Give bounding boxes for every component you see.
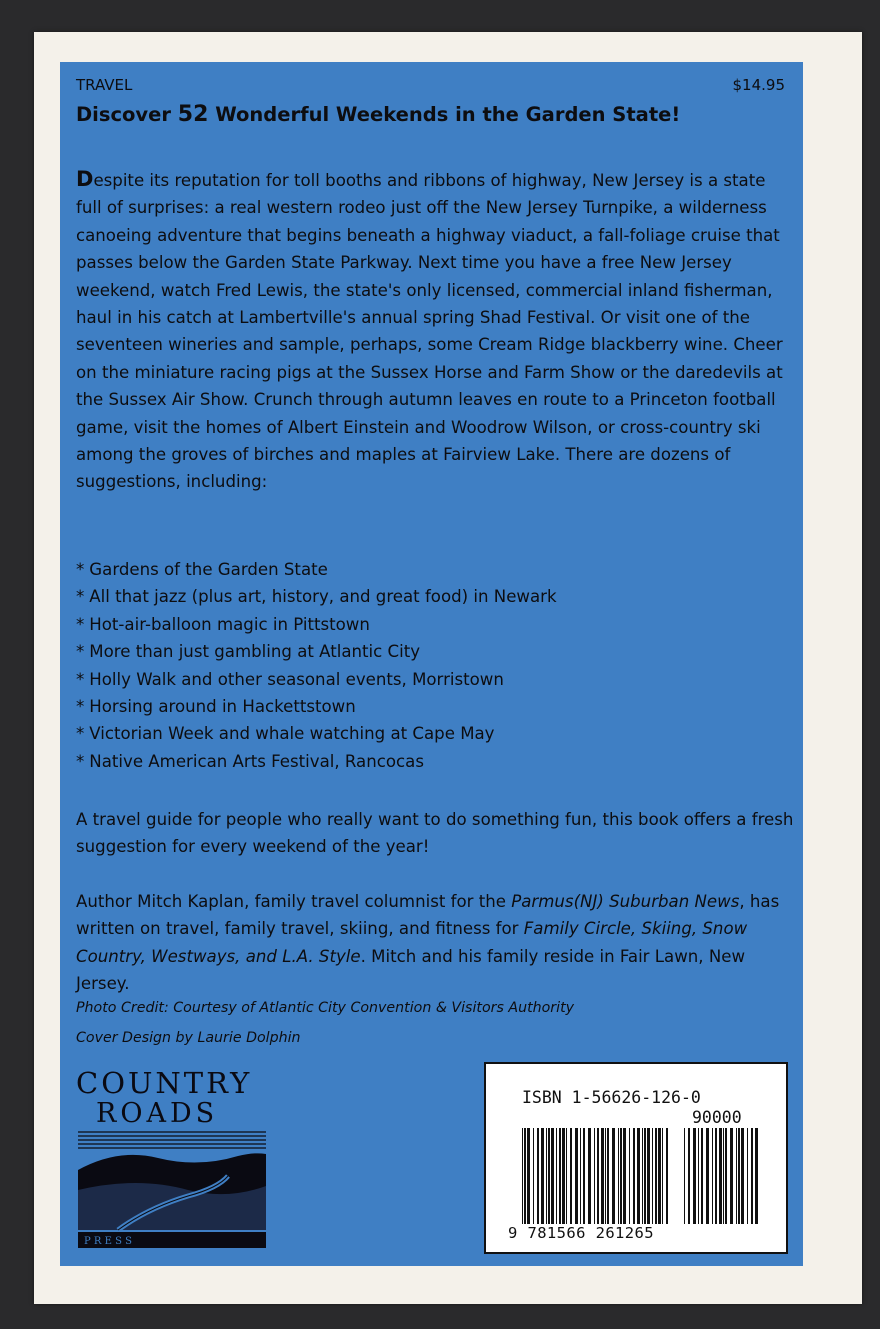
list-item: [76, 666, 796, 693]
author-text: , has written on travel, family travel, skiing, and fitness for: [76, 892, 780, 939]
list-item-text: Hot-air-balloon magic in Pittstown: [89, 614, 370, 634]
author-publication: Parmus(NJ) Suburban News: [511, 892, 740, 911]
price-code-label: 90000: [692, 1108, 742, 1127]
drop-cap: D: [76, 167, 94, 191]
bullet: *: [76, 669, 85, 689]
list-item-text: More than just gambling at Atlantic City: [89, 642, 421, 662]
list-item: [76, 556, 796, 583]
isbn-label: ISBN 1-56626-126-0: [522, 1088, 701, 1107]
headline-number: 52: [177, 102, 209, 127]
top-row: [76, 76, 785, 98]
list-item-text: Horsing around in Hackettstown: [89, 697, 356, 717]
road-landscape-icon: [78, 1130, 266, 1248]
intro-paragraph: [76, 166, 796, 496]
price-label: $14.95: [732, 76, 785, 94]
summary-paragraph: A travel guide for people who really want to do something fun, this book offers a fresh suggestion for every weekend of the year!: [76, 810, 794, 857]
cover-design-credit: Cover Design by Laurie Dolphin: [76, 1030, 301, 1046]
list-item-text: All that jazz (plus art, history, and great food) in Newark: [89, 587, 557, 607]
barcode-box: [484, 1062, 788, 1254]
author-bio: [76, 888, 796, 998]
list-item: [76, 638, 796, 665]
addon-barcode: [684, 1128, 760, 1224]
logo-line-roads: ROADS: [96, 1098, 219, 1129]
list-item: [76, 611, 796, 638]
list-item-text: Native American Arts Festival, Rancocas: [89, 751, 424, 771]
bullet: *: [76, 642, 85, 662]
bullet: *: [76, 751, 85, 771]
logo-line-country: COUNTRY: [76, 1066, 253, 1100]
bullet: *: [76, 587, 85, 607]
list-item-text: Victorian Week and whale watching at Cape May: [89, 724, 495, 744]
headline-post: Wonderful Weekends in the Garden State!: [208, 103, 681, 126]
headline-pre: Discover: [76, 103, 178, 126]
barcode-digits: 9 781566 261265: [508, 1224, 654, 1242]
bullet: *: [76, 724, 85, 744]
suggestions-list: [76, 556, 796, 775]
back-cover-panel: [60, 62, 803, 1266]
bullet: *: [76, 697, 85, 717]
list-item: [76, 748, 796, 775]
list-item: [76, 693, 796, 720]
intro-text: espite its reputation for toll booths and ribbons of highway, New Jersey is a state full of surprises: a real western rodeo just off the New Jersey Turnpike, a wilderness canoeing adventure that begins beneath a highway viaduct, a fall-foliage cruise that passes below the Garden State Parkway. Next time you have a free New Jersey weekend, watch Fred Lewis, the state's only licensed, commercial inland fisherman, haul in his catch at Lambertville's annual spring Shad Festival. Or visit one of the seventeen wineries and sample, perhaps, some Cream Ridge blackberry wine. Cheer on the miniature racing pigs at the Sussex Horse and Farm Show or the daredevils at the Sussex Air Show. Crunch through autumn leaves en route to a Princeton football game, visit the homes of Albert Einstein and Woodrow Wilson, or cross-country ski among the groves of birches and maples at Fairview Lake. There are dozens of suggestions, including:: [76, 171, 783, 492]
list-item-text: Gardens of the Garden State: [89, 560, 328, 579]
publisher-logo: [76, 1066, 272, 1248]
list-item: [76, 583, 796, 610]
author-text: Author Mitch Kaplan, family travel columnist for the: [76, 892, 512, 911]
photo-credit: Photo Credit: Courtesy of Atlantic City Convention & Visitors Authority: [76, 1000, 575, 1016]
author-text: . Mitch and his family reside in Fair Lawn, New Jersey.: [76, 946, 746, 994]
headline: [76, 102, 796, 127]
list-item: [76, 720, 796, 747]
logo-line-press: P R E S S: [84, 1236, 132, 1247]
ean-barcode: [522, 1128, 672, 1224]
bullet: *: [76, 614, 85, 634]
author-publications: Family Circle, Skiing, Snow Country, Westways, and L.A. Style: [76, 919, 748, 966]
list-item-text: Holly Walk and other seasonal events, Morristown: [89, 669, 504, 689]
bullet: *: [76, 560, 85, 579]
category-label: TRAVEL: [76, 76, 133, 94]
